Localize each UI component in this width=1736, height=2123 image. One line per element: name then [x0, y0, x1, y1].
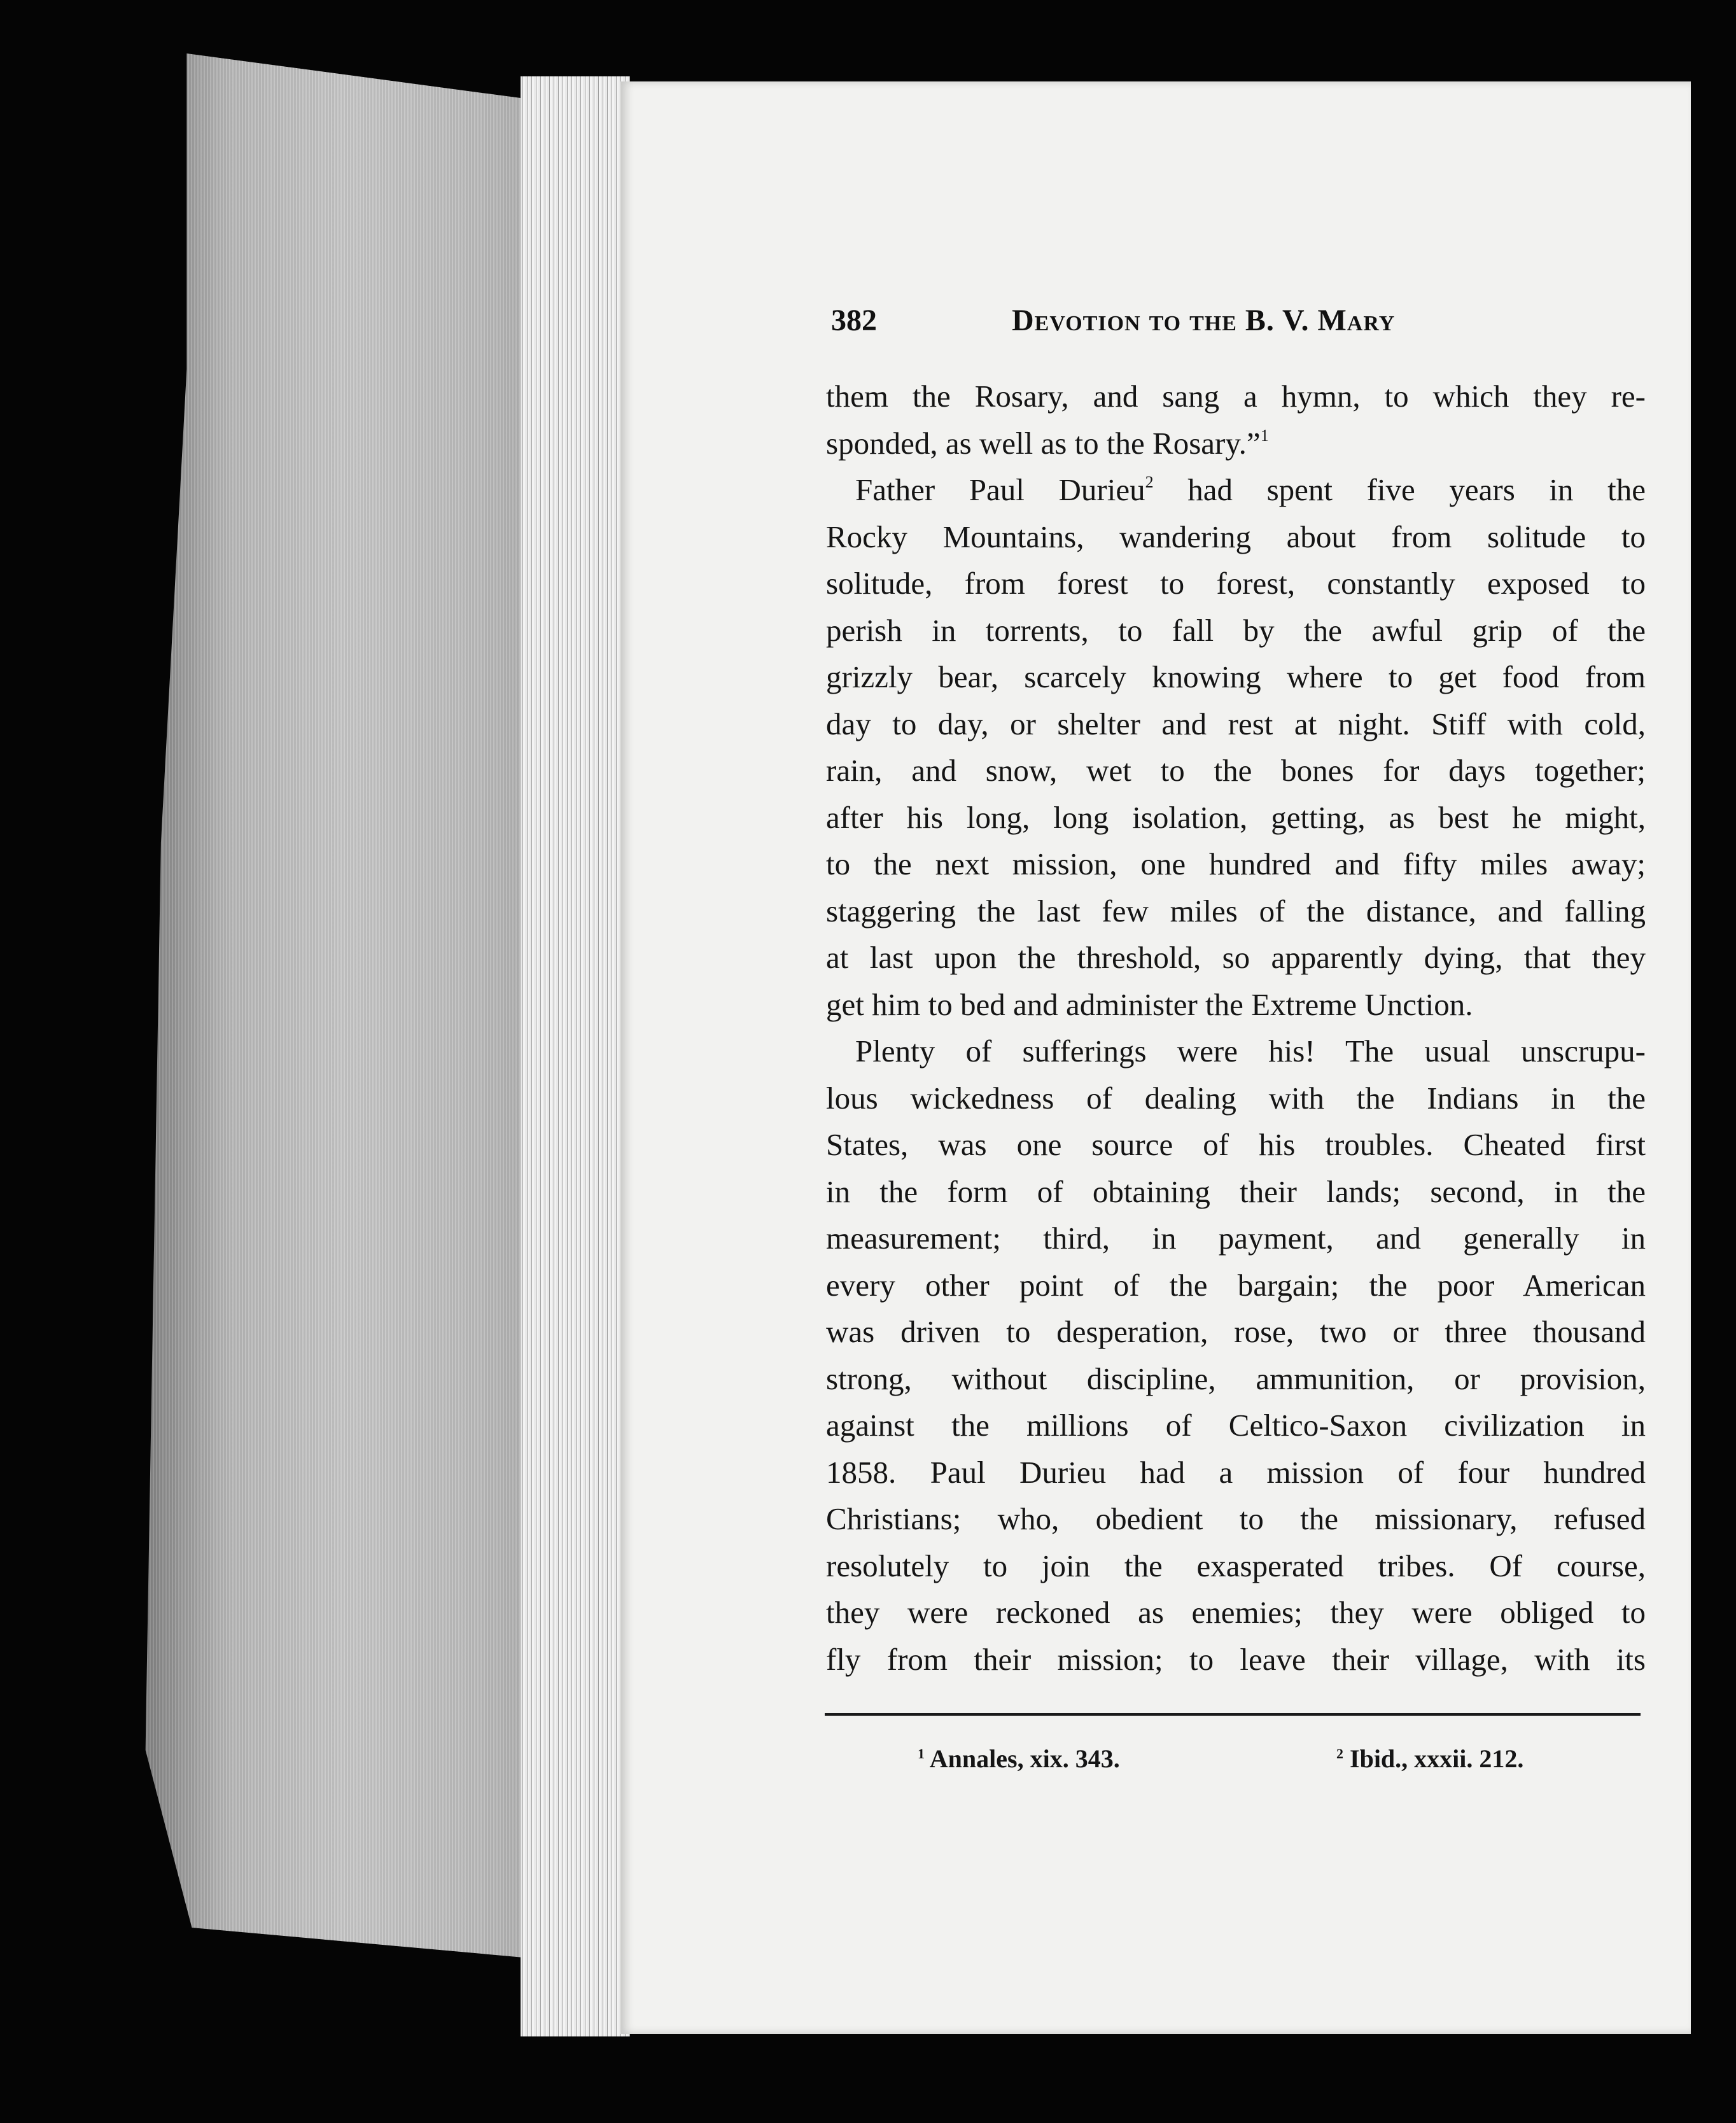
text-line: Christians; who, obedient to the missionary, refused [826, 1501, 1646, 1536]
text-line: day to day, or shelter and rest at night. Stiff with cold, [826, 706, 1646, 741]
text-line: Plenty of sufferings were his! The usual unscrupu- [855, 1033, 1646, 1069]
text-line: after his long, long isolation, getting, as best he might, [826, 799, 1646, 835]
text-line [826, 466, 1646, 514]
text-line: strong, without discipline, ammunition, or provision, [826, 1361, 1646, 1396]
body-text [826, 373, 1646, 1683]
text-line: perish in torrents, to fall by the awful grip of the [826, 612, 1646, 648]
footnote-mark: 2 [1336, 1746, 1343, 1762]
text-line-content: sponded, as well as to the Rosary.” [826, 425, 1261, 461]
footnote-text: Annales, xix. 343. [929, 1744, 1120, 1773]
text-line [826, 420, 1646, 467]
text-line-content: Father Paul Durieu [855, 472, 1145, 507]
footnote-text: Ibid., xxxii. 212. [1350, 1744, 1524, 1773]
footnote-mark: 1 [918, 1746, 925, 1762]
text-line: Rocky Mountains, wandering about from solitude to [826, 519, 1646, 554]
text-line: every other point of the bargain; the poor American [826, 1267, 1646, 1303]
text-line: they were reckoned as enemies; they were obliged to [826, 1595, 1646, 1630]
footnote-1 [918, 1744, 1120, 1774]
text-line: resolutely to join the exasperated tribes. Of course, [826, 1548, 1646, 1583]
text-line: in the form of obtaining their lands; second, in the [826, 1174, 1646, 1209]
page-number: 382 [831, 304, 877, 337]
footnote-2 [1336, 1744, 1523, 1774]
text-line: staggering the last few miles of the distance, and falling [826, 893, 1646, 928]
running-head-title: Devotion to the B. V. Mary [1012, 304, 1396, 337]
text-line: measurement; third, in payment, and generally in [826, 1221, 1646, 1256]
footnote-rule [825, 1713, 1641, 1716]
text-line: 1858. Paul Durieu had a mission of four hundred [826, 1454, 1646, 1490]
footnotes [825, 1744, 1641, 1782]
running-head [831, 303, 1474, 347]
text-line: grizzly bear, scarcely knowing where to get food from [826, 659, 1646, 694]
note-mark: 2 [1145, 473, 1154, 491]
text-line-content: had spent five years in the [1187, 472, 1646, 507]
text-line: against the millions of Celtico-Saxon civilization in [826, 1408, 1646, 1443]
text-line: get him to bed and administer the Extreme Unction. [826, 986, 1473, 1022]
text-line: rain, and snow, wet to the bones for days together; [826, 753, 1646, 788]
note-mark: 1 [1260, 426, 1269, 445]
text-line: lous wickedness of dealing with the Indians in the [826, 1080, 1646, 1116]
text-line: fly from their mission; to leave their village, with its [826, 1641, 1646, 1677]
text-line: at last upon the threshold, so apparently dying, that they [826, 940, 1646, 975]
text-line: to the next mission, one hundred and fifty miles away; [826, 846, 1646, 881]
page-stack-edge [521, 76, 630, 2036]
text-line: them the Rosary, and sang a hymn, to which they re- [826, 379, 1646, 414]
text-line: States, was one source of his troubles. Cheated first [826, 1127, 1646, 1162]
text-line: was driven to desperation, rose, two or three thousand [826, 1314, 1646, 1349]
text-line: solitude, from forest to forest, constantly exposed to [826, 566, 1646, 601]
